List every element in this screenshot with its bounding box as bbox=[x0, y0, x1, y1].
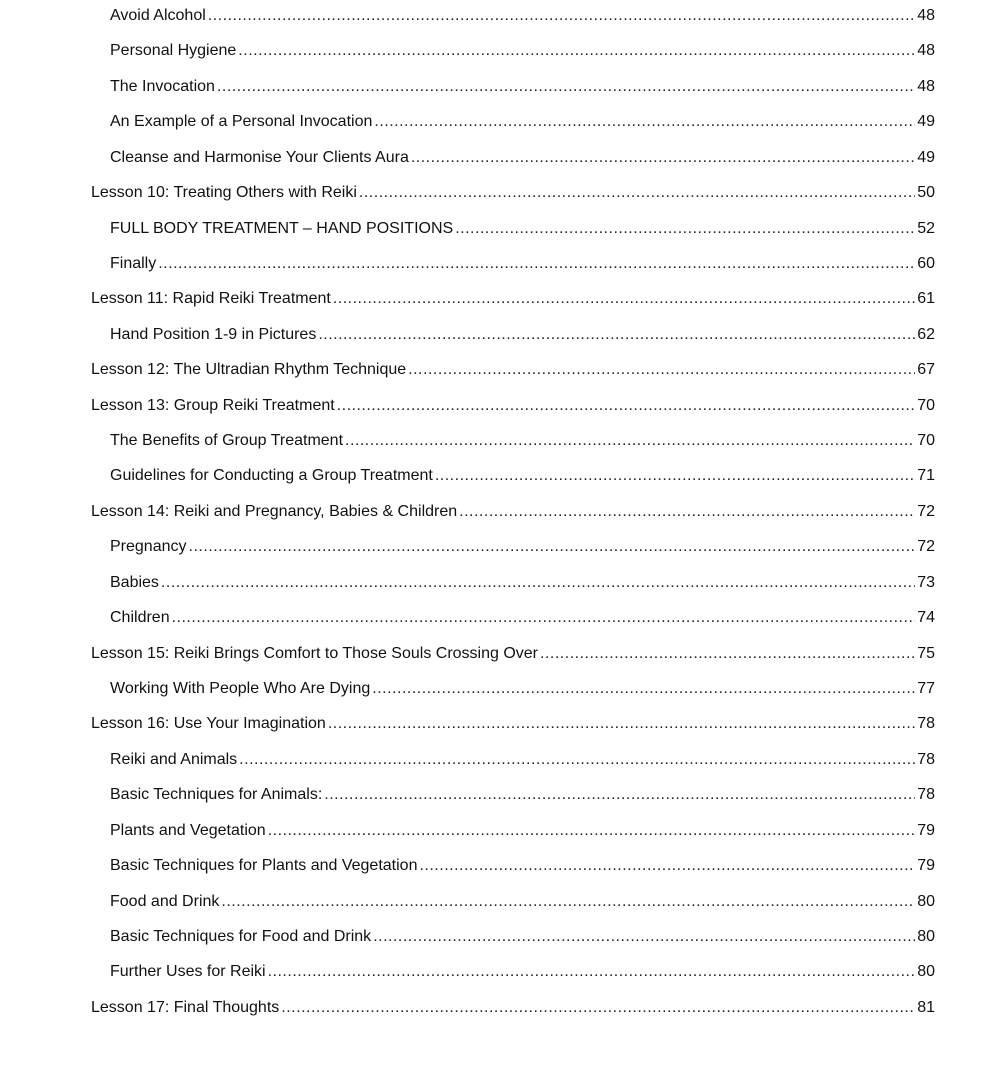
dot-leader bbox=[540, 636, 915, 671]
toc-entry-lesson[interactable] bbox=[0, 706, 1005, 741]
dot-leader bbox=[455, 211, 915, 246]
toc-entry-title: Working With People Who Are Dying bbox=[110, 680, 371, 698]
toc-entry-title: An Example of a Personal Invocation bbox=[110, 113, 373, 131]
toc-entry-page-number: 70 bbox=[917, 396, 935, 414]
toc-entry-page-number: 79 bbox=[917, 857, 935, 875]
toc-entry-title: Lesson 13: Group Reiki Treatment bbox=[91, 396, 335, 414]
dot-leader bbox=[337, 388, 916, 423]
toc-entry-title: Plants and Vegetation bbox=[110, 821, 266, 839]
toc-entry-page-number: 71 bbox=[917, 467, 935, 485]
toc-entry-title: The Invocation bbox=[110, 77, 215, 95]
toc-entry-lesson[interactable] bbox=[0, 990, 1005, 1025]
toc-entry-lesson[interactable] bbox=[0, 388, 1005, 423]
toc-entry-section[interactable] bbox=[0, 600, 1005, 635]
toc-entry-page-number: 49 bbox=[917, 113, 935, 131]
toc-entry-page-number: 77 bbox=[917, 680, 935, 698]
toc-entry-title: Avoid Alcohol bbox=[110, 7, 206, 24]
toc-entry-page-number: 79 bbox=[917, 821, 935, 839]
dot-leader bbox=[435, 458, 915, 493]
toc-entry-section[interactable] bbox=[0, 458, 1005, 493]
toc-entry-title: Lesson 10: Treating Others with Reiki bbox=[91, 184, 357, 202]
toc-entry-section[interactable] bbox=[0, 954, 1005, 989]
toc-entry-title: Lesson 16: Use Your Imagination bbox=[91, 715, 326, 733]
toc-entry-title: Babies bbox=[110, 573, 159, 591]
toc-entry-section[interactable] bbox=[0, 246, 1005, 281]
dot-leader bbox=[172, 600, 916, 635]
dot-leader bbox=[345, 423, 915, 458]
toc-entry-title: Lesson 11: Rapid Reiki Treatment bbox=[91, 290, 331, 308]
dot-leader bbox=[333, 281, 915, 316]
toc-entry-title: Personal Hygiene bbox=[110, 42, 237, 60]
toc-entry-page-number: 74 bbox=[917, 609, 935, 627]
toc-entry-page-number: 78 bbox=[917, 786, 935, 804]
dot-leader bbox=[217, 69, 915, 104]
dot-leader bbox=[268, 813, 916, 848]
dot-leader bbox=[281, 990, 915, 1025]
dot-leader bbox=[459, 494, 915, 529]
toc-entry-title: Further Uses for Reiki bbox=[110, 963, 266, 981]
dot-leader bbox=[359, 175, 915, 210]
dot-leader bbox=[158, 246, 915, 281]
toc-entry-page-number: 80 bbox=[917, 963, 935, 981]
dot-leader bbox=[374, 104, 915, 139]
toc-entry-section[interactable] bbox=[0, 742, 1005, 777]
toc-entry-section[interactable] bbox=[0, 317, 1005, 352]
toc-entry-section[interactable] bbox=[0, 104, 1005, 139]
toc-entry-section[interactable] bbox=[0, 529, 1005, 564]
toc-entry-page-number: 48 bbox=[917, 7, 935, 24]
toc-entry-title: Food and Drink bbox=[110, 892, 220, 910]
dot-leader bbox=[239, 742, 915, 777]
toc-entry-page-number: 52 bbox=[917, 219, 935, 237]
toc-entry-page-number: 81 bbox=[917, 998, 935, 1016]
toc-entry-page-number: 78 bbox=[917, 715, 935, 733]
toc-entry-page-number: 80 bbox=[917, 892, 935, 910]
dot-leader bbox=[189, 529, 916, 564]
toc-entry-title: Pregnancy bbox=[110, 538, 187, 556]
toc-entry-lesson[interactable] bbox=[0, 281, 1005, 316]
toc-entry-title: Basic Techniques for Animals: bbox=[110, 786, 323, 804]
dot-leader bbox=[408, 352, 915, 387]
dot-leader bbox=[208, 0, 915, 33]
dot-leader bbox=[328, 706, 915, 741]
dot-leader bbox=[419, 848, 915, 883]
toc-entry-page-number: 61 bbox=[917, 290, 935, 308]
toc-entry-section[interactable] bbox=[0, 813, 1005, 848]
toc-entry-title: Hand Position 1-9 in Pictures bbox=[110, 325, 317, 343]
toc-entry-section[interactable] bbox=[0, 33, 1005, 68]
dot-leader bbox=[161, 565, 915, 600]
toc-entry-section[interactable] bbox=[0, 884, 1005, 919]
toc-entry-title: Lesson 14: Reiki and Pregnancy, Babies & Children bbox=[91, 502, 458, 520]
toc-entry-lesson[interactable] bbox=[0, 636, 1005, 671]
toc-entry-section[interactable] bbox=[0, 919, 1005, 954]
toc-entry-page-number: 62 bbox=[917, 325, 935, 343]
toc-entry-section[interactable] bbox=[0, 565, 1005, 600]
toc-entry-section[interactable] bbox=[0, 211, 1005, 246]
toc-entry-page-number: 72 bbox=[917, 502, 935, 520]
toc-entry-page-number: 48 bbox=[917, 42, 935, 60]
dot-leader bbox=[372, 671, 915, 706]
toc-entry-title: Lesson 12: The Ultradian Rhythm Technique bbox=[91, 361, 407, 379]
toc-entry-section[interactable] bbox=[0, 0, 1005, 33]
toc-entry-section[interactable] bbox=[0, 777, 1005, 812]
toc-entry-title: Reiki and Animals bbox=[110, 750, 238, 768]
toc-entry-section[interactable] bbox=[0, 69, 1005, 104]
toc-entry-title: Basic Techniques for Plants and Vegetation bbox=[110, 857, 418, 875]
toc-entry-lesson[interactable] bbox=[0, 175, 1005, 210]
toc-entry-page-number: 75 bbox=[917, 644, 935, 662]
dot-leader bbox=[324, 777, 915, 812]
toc-entry-section[interactable] bbox=[0, 140, 1005, 175]
toc-entry-page-number: 78 bbox=[917, 750, 935, 768]
dot-leader bbox=[411, 140, 915, 175]
toc-entry-page-number: 70 bbox=[917, 432, 935, 450]
toc-entry-title: Cleanse and Harmonise Your Clients Aura bbox=[110, 148, 409, 166]
toc-entry-title: Lesson 17: Final Thoughts bbox=[91, 998, 280, 1016]
dot-leader bbox=[373, 919, 915, 954]
toc-entry-lesson[interactable] bbox=[0, 494, 1005, 529]
dot-leader bbox=[238, 33, 915, 68]
toc-entry-page-number: 73 bbox=[917, 573, 935, 591]
toc-entry-title: Finally bbox=[110, 254, 157, 272]
toc-entry-page-number: 60 bbox=[917, 254, 935, 272]
toc-entry-page-number: 67 bbox=[917, 361, 935, 379]
toc-entry-title: Basic Techniques for Food and Drink bbox=[110, 927, 372, 945]
toc-entry-title: Guidelines for Conducting a Group Treatment bbox=[110, 467, 433, 485]
dot-leader bbox=[221, 884, 915, 919]
toc-entry-page-number: 50 bbox=[917, 184, 935, 202]
toc-entry-section[interactable] bbox=[0, 423, 1005, 458]
toc-entry-page-number: 49 bbox=[917, 148, 935, 166]
toc-entry-lesson[interactable] bbox=[0, 352, 1005, 387]
toc-entry-section[interactable] bbox=[0, 848, 1005, 883]
dot-leader bbox=[318, 317, 915, 352]
toc-entry-title: The Benefits of Group Treatment bbox=[110, 432, 344, 450]
toc-entry-title: Children bbox=[110, 609, 170, 627]
dot-leader bbox=[268, 954, 916, 989]
toc-entry-title: FULL BODY TREATMENT – HAND POSITIONS bbox=[110, 219, 454, 237]
toc-entry-page-number: 80 bbox=[917, 927, 935, 945]
toc-entry-title: Lesson 15: Reiki Brings Comfort to Those Souls Crossing Over bbox=[91, 644, 539, 662]
toc-entry-page-number: 72 bbox=[917, 538, 935, 556]
toc-entry-page-number: 48 bbox=[917, 77, 935, 95]
toc-entry-section[interactable] bbox=[0, 671, 1005, 706]
